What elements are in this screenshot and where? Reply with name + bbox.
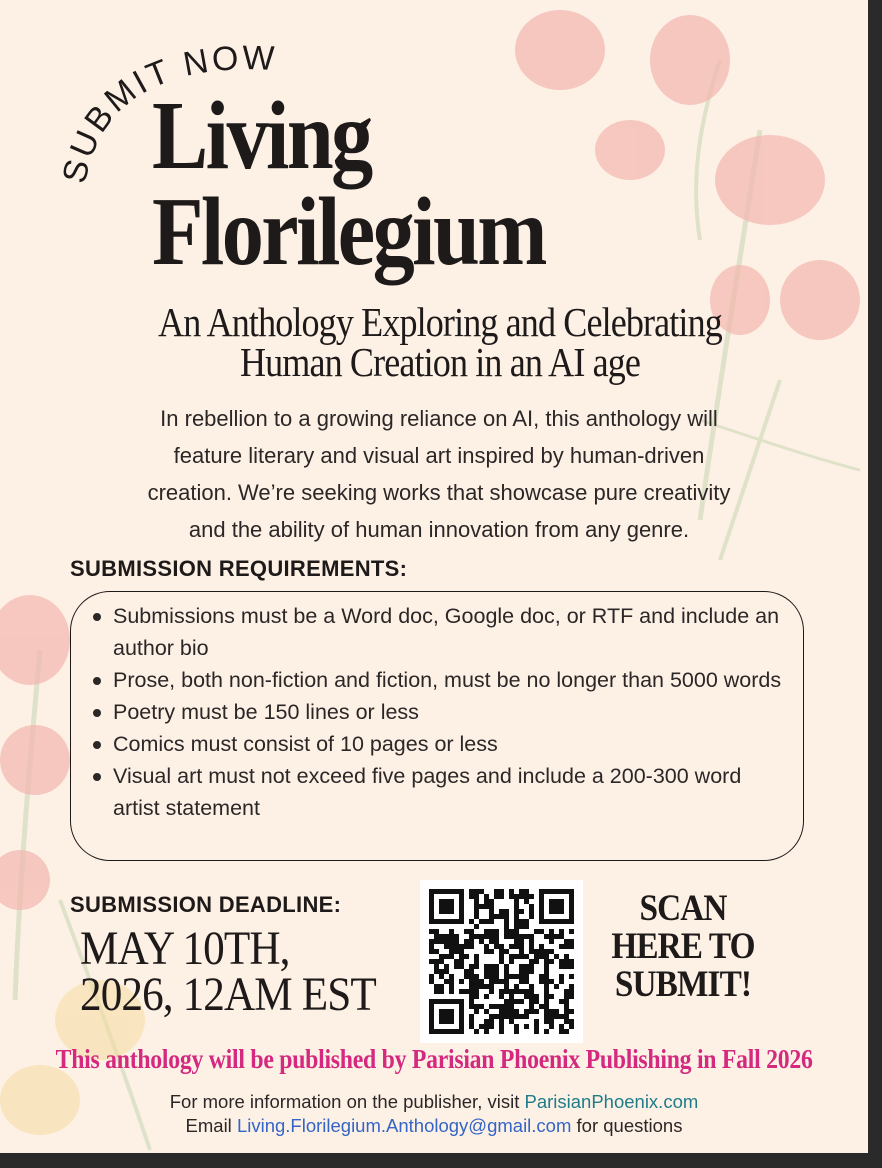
- deadline-heading: SUBMISSION DEADLINE:: [70, 892, 342, 917]
- publisher-announcement-text: This anthology will be published by Parisian Phoenix Publishing in Fall 2026: [55, 1044, 813, 1074]
- requirements-heading: SUBMISSION REQUIREMENTS:: [70, 556, 408, 581]
- deadline-date-line-1: MAY 10TH,: [80, 922, 290, 975]
- footer: [0, 1090, 868, 1138]
- title-line-1: Living: [152, 82, 371, 190]
- intro-line: In rebellion to a growing reliance on AI, this anthology will: [160, 406, 718, 431]
- intro-line: and the ability of human innovation from any genre.: [188, 517, 690, 542]
- scan-line-2: HERE TO: [611, 926, 755, 967]
- intro-paragraph: [60, 400, 818, 548]
- footer-line-2: [0, 1114, 868, 1138]
- intro-line: creation. We’re seeking works that showcase pure creativity: [147, 480, 731, 505]
- footer-info-text: For more information on the publisher, visit: [169, 1091, 525, 1112]
- contact-email-link[interactable]: Living.Florilegium.Anthology@gmail.com: [236, 1115, 572, 1136]
- submit-now-label: SUBMIT NOW: [55, 38, 278, 187]
- subtitle-line-2: Human Creation in an AI age: [239, 339, 641, 385]
- subtitle: [70, 299, 810, 385]
- page-title: [152, 82, 702, 286]
- deadline-date: [80, 922, 420, 1021]
- requirement-item: Submissions must be a Word doc, Google doc, or RTF and include an author bio: [88, 600, 788, 664]
- requirement-item: Visual art must not exceed five pages and include a 200-300 word artist statement: [88, 760, 788, 824]
- scan-line-1: SCAN: [639, 888, 727, 929]
- publisher-website-link[interactable]: ParisianPhoenix.com: [524, 1091, 699, 1112]
- footer-line-1: [0, 1090, 868, 1114]
- qr-code-icon[interactable]: [420, 880, 583, 1043]
- subtitle-line-1: An Anthology Exploring and Celebrating: [158, 299, 722, 345]
- footer-email-suffix: for questions: [571, 1115, 683, 1136]
- intro-line: feature literary and visual art inspired by human-driven: [173, 443, 705, 468]
- publisher-announcement: [0, 1044, 868, 1075]
- requirement-item: Poetry must be 150 lines or less: [88, 696, 788, 728]
- scan-line-3: SUBMIT!: [614, 964, 752, 1005]
- title-line-2: Florilegium: [152, 178, 545, 286]
- deadline-date-line-2: 2026, 12AM EST: [80, 968, 376, 1021]
- requirement-item: Comics must consist of 10 pages or less: [88, 728, 788, 760]
- requirements-list: [88, 600, 788, 824]
- scan-to-submit-label: [598, 890, 768, 1004]
- requirement-item: Prose, both non-fiction and fiction, must be no longer than 5000 words: [88, 664, 788, 696]
- footer-email-prefix: Email: [185, 1115, 237, 1136]
